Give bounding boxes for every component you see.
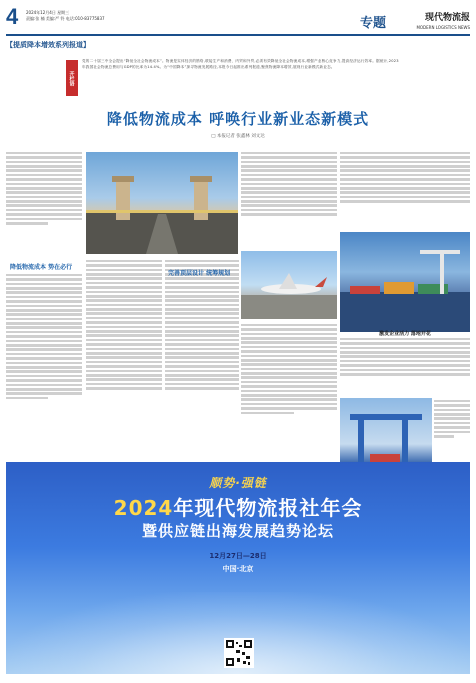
ad-place: 中国·北京 (222, 565, 254, 573)
conference-ad-banner (6, 462, 470, 674)
qr-code-icon (224, 638, 254, 668)
article-column-4b (241, 322, 337, 458)
article-column-1a (6, 150, 82, 258)
article-column-3 (165, 258, 239, 458)
ad-title-year: 2024 (113, 496, 174, 520)
qr-code-graphic (226, 640, 252, 666)
subhead-3: 激发企业活力 落地开花 (379, 331, 431, 337)
ad-slogan: 顺势·强链 (209, 476, 267, 490)
airport-cargo-plane-photo (241, 251, 337, 319)
article-column-4a (241, 150, 337, 248)
issue-meta (26, 10, 146, 22)
series-label: 【提质降本增效系列报道】 (6, 41, 90, 49)
subhead-2: 完善顶层设计 统筹规划 (168, 270, 231, 277)
ad-title-rest: 年现代物流报社年会 (173, 496, 363, 520)
intro-tag: 开栏语 (66, 60, 78, 96)
article-column-5c (434, 398, 470, 458)
issue-editors: 责编:张 楠 美编:严 铃 电话:010-83775837 (26, 16, 105, 21)
logo-name: 现代物流报 (424, 13, 470, 23)
gate-illustration (86, 152, 238, 254)
ad-date: 12月27日—28日 (209, 552, 267, 560)
article-column-5b (340, 336, 470, 396)
headline: 降低物流成本 呼唤行业新业态新模式 (106, 110, 370, 128)
article-column-2 (86, 258, 162, 458)
section-title: 专题 (359, 16, 386, 31)
issue-date: 2024年12月4日 星期三 (26, 10, 70, 15)
subhead-1: 降低物流成本 势在必行 (10, 264, 73, 271)
port-illustration (340, 232, 470, 332)
container-port-photo (340, 232, 470, 332)
plane-illustration (241, 251, 337, 319)
ad-title (6, 492, 470, 521)
logistics-port-gate-photo (86, 152, 238, 254)
article-column-5a (340, 150, 470, 230)
masthead (6, 6, 470, 36)
byline: □ 本报记者 张鑫林 刘文达 (211, 134, 265, 139)
newspaper-logo (388, 10, 470, 30)
page-number: 4 (6, 4, 19, 29)
article-column-1b (6, 272, 82, 458)
masthead-rule (6, 34, 470, 36)
intro-text: 党的二十届三中全会提出“降低全社会物流成本”。物流是实体经济的筋络,联接生产和消费、内贸和外贸,必须有效降低全社会物流成本,增强产业核心竞争力,提高经济运行效率。据统计,2023年我国社会物流总费用与GDP的比率为14.4%。为“中国降本”探寻物流发展路径,本报今日起推出系列报道,聚焦物流降本增效,展现行业新模式新业态。 (82, 59, 399, 70)
logo-subtitle: MODERN LOGISTICS NEWS (416, 25, 470, 30)
ad-subtitle: 暨供应链出海发展趋势论坛 (141, 522, 334, 540)
